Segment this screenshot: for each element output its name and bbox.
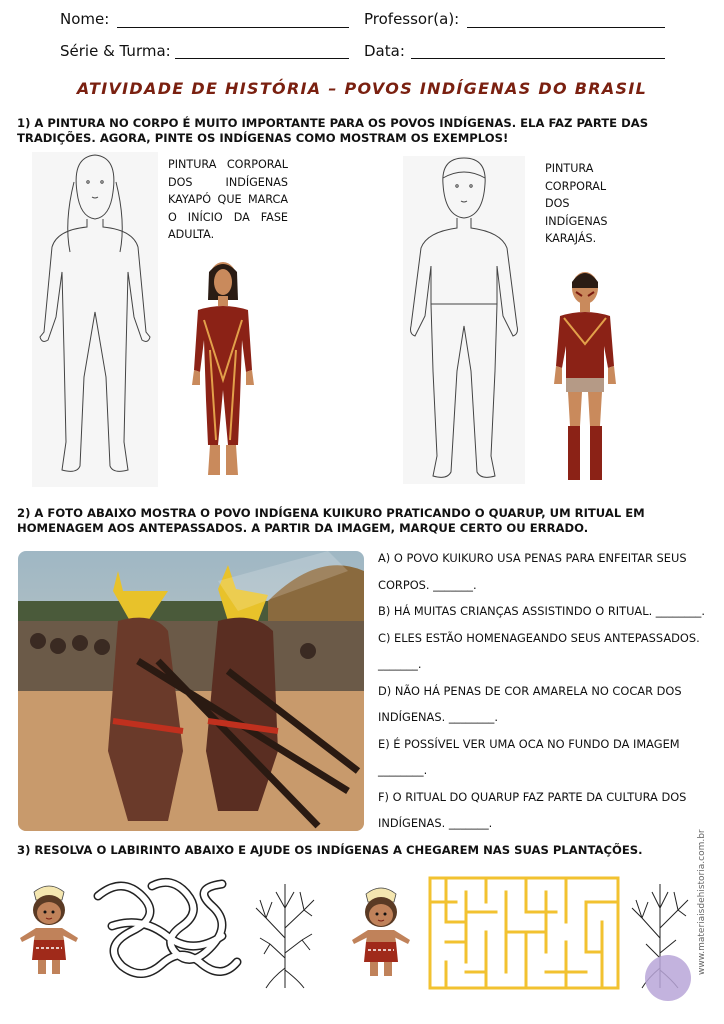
- professor-line[interactable]: [467, 27, 665, 28]
- answer-d[interactable]: D) NÃO HÁ PENAS DE COR AMARELA NO COCAR DOS INDÍGENAS. ________.: [378, 683, 682, 724]
- answers-list: [378, 545, 708, 837]
- caption-karaja: PINTURA CORPORAL DOS INDÍGENAS KARAJÁS.: [545, 162, 608, 245]
- page-title: ATIVIDADE DE HISTÓRIA – POVOS INDÍGENAS DO BRASIL: [76, 79, 648, 98]
- serie-line[interactable]: [175, 58, 349, 59]
- nome-label: Nome:: [60, 10, 110, 28]
- caption-kayapo: PINTURA CORPORAL DOS INDÍGENAS KAYAPÓ QUE MARCA O INÍCIO DA FASE ADULTA.: [168, 158, 288, 241]
- answer-e[interactable]: E) É POSSÍVEL VER UMA OCA NO FUNDO DA IMAGEM ________.: [378, 736, 680, 777]
- data-line[interactable]: [411, 58, 665, 59]
- body-outline-icon: [32, 152, 158, 487]
- yellow-maze[interactable]: [426, 872, 622, 992]
- kuikuro-photo: [18, 551, 364, 831]
- curvy-maze[interactable]: [92, 876, 242, 984]
- body-outline-icon: [403, 156, 525, 484]
- logo-badge: [645, 955, 691, 1001]
- karaja-example-image: [546, 266, 624, 488]
- kayapo-example-image: [180, 260, 266, 486]
- professor-label: Professor(a):: [364, 10, 460, 28]
- answer-c[interactable]: C) ELES ESTÃO HOMENAGEANDO SEUS ANTEPASSADOS. _______.: [378, 630, 700, 671]
- manioc-plant-1: [252, 878, 318, 990]
- nome-line[interactable]: [117, 27, 349, 28]
- outline-figure-kayapo[interactable]: [32, 152, 158, 487]
- answer-f[interactable]: F) O RITUAL DO QUARUP FAZ PARTE DA CULTURA DOS INDÍGENAS. _______.: [378, 789, 687, 830]
- answer-b[interactable]: B) HÁ MUITAS CRIANÇAS ASSISTINDO O RITUAL. ________.: [378, 604, 705, 618]
- data-label: Data:: [364, 42, 405, 60]
- answer-a[interactable]: A) O POVO KUIKURO USA PENAS PARA ENFEITAR SEUS CORPOS. _______.: [378, 551, 687, 592]
- serie-label: Série & Turma:: [60, 42, 171, 60]
- site-url: www.materiaisdehistoria.com.br: [697, 829, 707, 975]
- outline-figure-karaja[interactable]: [403, 156, 525, 484]
- indigenous-child-2: [348, 884, 414, 980]
- question-2: 2) A FOTO ABAIXO MOSTRA O POVO INDÍGENA KUIKURO PRATICANDO O QUARUP, UM RITUAL EM HOMENAGEM AOS ANTEPASSADOS. A PARTIR DA IMAGEM, MARQUE CERTO OU ERRADO.: [17, 506, 645, 535]
- indigenous-child-1: [16, 882, 82, 978]
- question-3: 3) RESOLVA O LABIRINTO ABAIXO E AJUDE OS INDÍGENAS A CHEGAREM NAS SUAS PLANTAÇÕES.: [17, 843, 643, 857]
- question-1: 1) A PINTURA NO CORPO É MUITO IMPORTANTE PARA OS POVOS INDÍGENAS. ELA FAZ PARTE DAS TRADIÇÕES. AGORA, PINTE OS INDÍGENAS COMO MOSTRAM OS EXEMPLOS!: [17, 116, 649, 145]
